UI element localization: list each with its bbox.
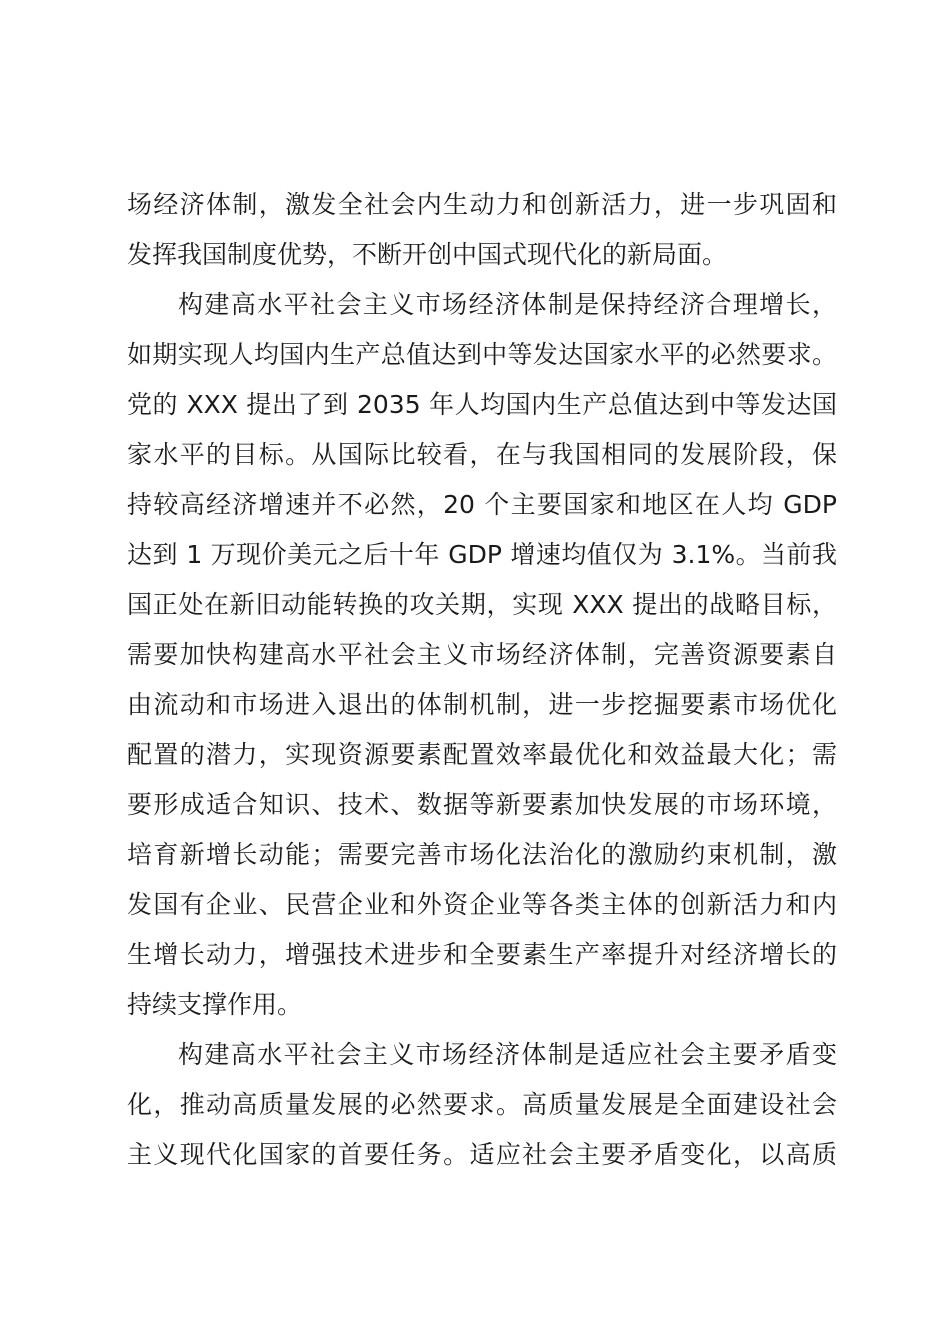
paragraph-line: 如期实现人均国内生产总值达到中等发达国家水平的必然要求。 (127, 340, 837, 369)
paragraph-line: 构建高水平社会主义市场经济体制是适应社会主要矛盾变 (178, 1040, 837, 1069)
paragraph-line: 化，推动高质量发展的必然要求。高质量发展是全面建设社会 (127, 1090, 837, 1119)
paragraph-line: 党的 XXX 提出了到 2035 年人均国内生产总值达到中等发达国 (127, 390, 837, 419)
paragraph-line: 发国有企业、民营企业和外资企业等各类主体的创新活力和内 (127, 890, 837, 919)
paragraph-line: 达到 1 万现价美元之后十年 GDP 增速均值仅为 3.1%。当前我 (127, 540, 837, 569)
paragraph-line: 需要加快构建高水平社会主义市场经济体制，完善资源要素自 (127, 640, 837, 669)
paragraph-line: 生增长动力，增强技术进步和全要素生产率提升对经济增长的 (127, 940, 837, 969)
paragraph-line: 发挥我国制度优势，不断开创中国式现代化的新局面。 (127, 240, 728, 269)
paragraph-line: 持较高经济增速并不必然，20 个主要国家和地区在人均 GDP (127, 490, 837, 519)
paragraph-line: 构建高水平社会主义市场经济体制是保持经济合理增长， (178, 290, 837, 319)
paragraph-line: 由流动和市场进入退出的体制机制，进一步挖掘要素市场优化 (127, 690, 837, 719)
paragraph-line: 要形成适合知识、技术、数据等新要素加快发展的市场环境， (127, 790, 837, 819)
paragraph-line: 场经济体制，激发全社会内生动力和创新活力，进一步巩固和 (127, 190, 837, 219)
paragraph-line: 配置的潜力，实现资源要素配置效率最优化和效益最大化；需 (127, 740, 837, 769)
paragraph-line: 培育新增长动能；需要完善市场化法治化的激励约束机制，激 (127, 840, 837, 869)
paragraph-line: 国正处在新旧动能转换的攻关期，实现 XXX 提出的战略目标， (127, 590, 837, 619)
paragraph-line: 家水平的目标。从国际比较看，在与我国相同的发展阶段，保 (127, 440, 837, 469)
paragraph-line: 持续支撑作用。 (127, 990, 303, 1019)
paragraph-line: 主义现代化国家的首要任务。适应社会主要矛盾变化，以高质 (127, 1140, 837, 1169)
